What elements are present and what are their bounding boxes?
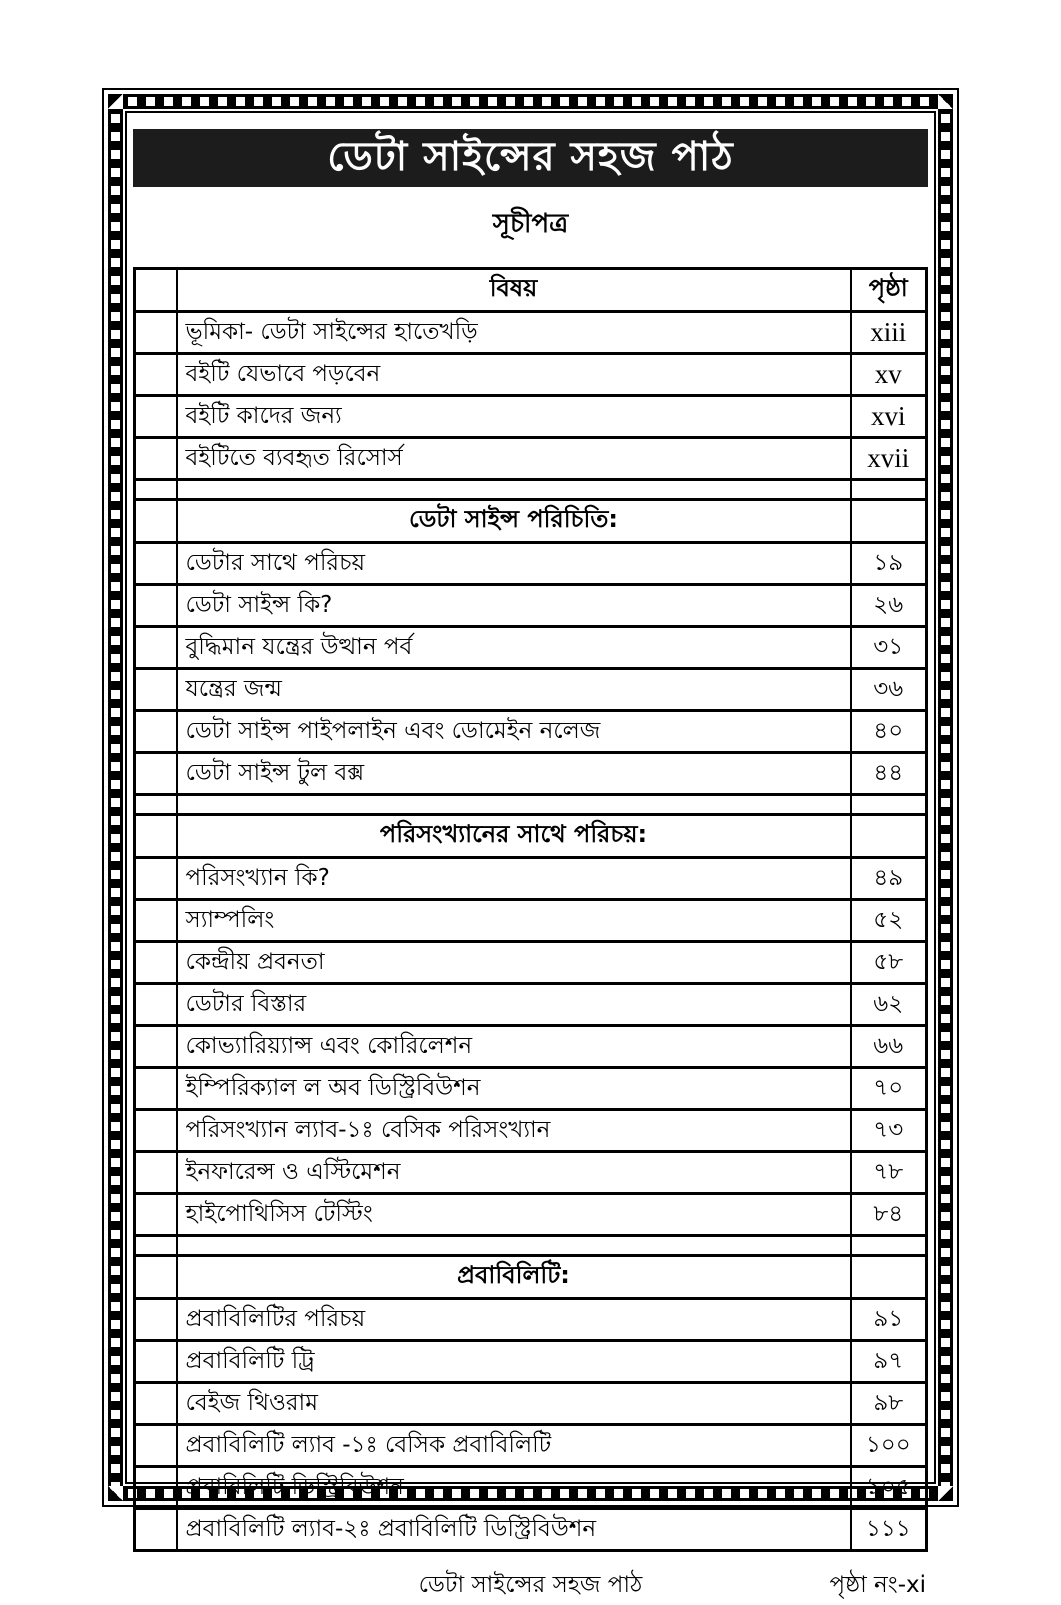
toc-item-page: xvi <box>851 396 927 438</box>
toc-heading: সূচীপত্র <box>492 209 569 239</box>
toc-item-title: ডেটা সাইন্স টুল বক্স <box>177 753 851 795</box>
toc-row-blank <box>135 1236 927 1256</box>
toc-section-title: পরিসংখ্যানের সাথে পরিচয়: <box>177 815 851 858</box>
toc-item-title: ডেটা সাইন্স কি? <box>177 585 851 627</box>
toc-row-item <box>135 1383 927 1425</box>
toc-row-blank <box>135 480 927 500</box>
toc-row-blank <box>135 795 927 815</box>
toc-cell-blank <box>135 858 177 900</box>
toc-cell-blank <box>851 1256 927 1299</box>
toc-item-page: ৭৮ <box>851 1152 927 1194</box>
toc-item-page: ৪০ <box>851 711 927 753</box>
toc-cell-blank <box>135 269 177 312</box>
toc-cell-blank <box>177 1236 851 1256</box>
toc-cell-blank <box>135 1236 177 1256</box>
border-corner-top-left <box>108 94 123 109</box>
toc-item-title: হাইপোথিসিস টেস্টিং <box>177 1194 851 1236</box>
toc-item-page: ৪৪ <box>851 753 927 795</box>
toc-cell-blank <box>177 480 851 500</box>
toc-cell-blank <box>135 900 177 942</box>
toc-item-page: ৮৪ <box>851 1194 927 1236</box>
toc-item-title: ইনফারেন্স ও এস্টিমেশন <box>177 1152 851 1194</box>
checker-border-left <box>108 94 123 1501</box>
toc-row-item <box>135 711 927 753</box>
toc-item-title: কোভ্যারিয়্যান্স এবং কোরিলেশন <box>177 1026 851 1068</box>
toc-item-page: ৬২ <box>851 984 927 1026</box>
toc-item-page: ৫৮ <box>851 942 927 984</box>
toc-cell-blank <box>135 543 177 585</box>
toc-cell-blank <box>135 753 177 795</box>
toc-row-item <box>135 627 927 669</box>
toc-item-title: পরিসংখ্যান কি? <box>177 858 851 900</box>
toc-cell-blank <box>135 500 177 543</box>
toc-cell-blank <box>135 815 177 858</box>
border-corner-bottom-right <box>938 1486 953 1501</box>
toc-item-title: বেইজ থিওরাম <box>177 1383 851 1425</box>
toc-cell-blank <box>135 1425 177 1467</box>
toc-item-title: প্রবাবিলিটি ট্রি <box>177 1341 851 1383</box>
toc-item-page: xv <box>851 354 927 396</box>
toc-row-item <box>135 669 927 711</box>
toc-row-item <box>135 1152 927 1194</box>
footer-book-title: ডেটা সাইন্সের সহজ পাঠ <box>418 1572 643 1598</box>
decorative-border-frame <box>102 88 959 1598</box>
toc-cell-blank <box>135 480 177 500</box>
toc-item-title: প্রবাবিলিটি ল্যাব -১ঃ বেসিক প্রবাবিলিটি <box>177 1425 851 1467</box>
toc-section-title: প্রবাবিলিটি: <box>177 1256 851 1299</box>
toc-cell-blank <box>851 1236 927 1256</box>
toc-cell-blank <box>851 815 927 858</box>
toc-item-page: ৬৬ <box>851 1026 927 1068</box>
toc-cell-blank <box>135 1194 177 1236</box>
book-title: ডেটা সাইন্সের সহজ পাঠ <box>327 133 734 180</box>
toc-row-section <box>135 500 927 543</box>
toc-item-title: কেন্দ্রীয় প্রবনতা <box>177 942 851 984</box>
toc-item-title: ইম্পিরিক্যাল ল অব ডিস্ট্রিবিউশন <box>177 1068 851 1110</box>
toc-row-item <box>135 1467 927 1509</box>
toc-row-header <box>135 269 927 312</box>
toc-item-page: ১১১ <box>851 1509 927 1551</box>
toc-item-page: ৩১ <box>851 627 927 669</box>
toc-item-title: পরিসংখ্যান ল্যাব-১ঃ বেসিক পরিসংখ্যান <box>177 1110 851 1152</box>
toc-item-title: ডেটার সাথে পরিচয় <box>177 543 851 585</box>
toc-row-item <box>135 396 927 438</box>
toc-column-header-page: পৃষ্ঠা <box>851 269 927 312</box>
toc-row-item <box>135 1110 927 1152</box>
toc-item-title: প্রবাবিলিটি ডিস্ট্রিবিউশন <box>177 1467 851 1509</box>
toc-cell-blank <box>135 1509 177 1551</box>
toc-item-page: ৯৭ <box>851 1341 927 1383</box>
toc-cell-blank <box>135 312 177 354</box>
toc-item-title: ভূমিকা- ডেটা সাইন্সের হাতেখড়ি <box>177 312 851 354</box>
toc-cell-blank <box>135 1110 177 1152</box>
toc-row-item <box>135 1299 927 1341</box>
toc-item-title: ডেটার বিস্তার <box>177 984 851 1026</box>
toc-row-item <box>135 1194 927 1236</box>
toc-item-title: ডেটা সাইন্স পাইপলাইন এবং ডোমেইন নলেজ <box>177 711 851 753</box>
toc-row-item <box>135 1026 927 1068</box>
toc-item-title: বইটিতে ব্যবহৃত রিসোর্স <box>177 438 851 480</box>
toc-cell-blank <box>851 795 927 815</box>
toc-cell-blank <box>135 1383 177 1425</box>
toc-item-title: যন্ত্রের জন্ম <box>177 669 851 711</box>
toc-cell-blank <box>135 1299 177 1341</box>
toc-cell-blank <box>135 1256 177 1299</box>
toc-item-title: বইটি যেভাবে পড়বেন <box>177 354 851 396</box>
toc-item-page: ১০৫ <box>851 1467 927 1509</box>
toc-cell-blank <box>177 795 851 815</box>
toc-item-page: ১৯ <box>851 543 927 585</box>
toc-cell-blank <box>135 942 177 984</box>
toc-row-item <box>135 942 927 984</box>
toc-item-page: ১০০ <box>851 1425 927 1467</box>
toc-row-item <box>135 1341 927 1383</box>
toc-cell-blank <box>135 984 177 1026</box>
page-content <box>125 111 936 1598</box>
toc-item-page: ৯৮ <box>851 1383 927 1425</box>
page-footer <box>133 1566 928 1600</box>
toc-row-item <box>135 312 927 354</box>
toc-item-page: ৭০ <box>851 1068 927 1110</box>
border-corner-bottom-left <box>108 1486 123 1501</box>
book-title-banner <box>133 129 928 187</box>
toc-cell-blank <box>135 1467 177 1509</box>
toc-row-item <box>135 900 927 942</box>
toc-cell-blank <box>135 1026 177 1068</box>
toc-row-section <box>135 815 927 858</box>
toc-item-page: xiii <box>851 312 927 354</box>
toc-item-title: প্রবাবিলিটির পরিচয় <box>177 1299 851 1341</box>
toc-item-page: xvii <box>851 438 927 480</box>
toc-cell-blank <box>135 669 177 711</box>
toc-cell-blank <box>851 480 927 500</box>
toc-row-item <box>135 1068 927 1110</box>
toc-item-page: ৫২ <box>851 900 927 942</box>
toc-cell-blank <box>135 1341 177 1383</box>
toc-row-item <box>135 354 927 396</box>
toc-cell-blank <box>851 500 927 543</box>
toc-column-header-subject: বিষয় <box>177 269 851 312</box>
toc-item-title: স্যাম্পলিং <box>177 900 851 942</box>
toc-cell-blank <box>135 438 177 480</box>
toc-row-section <box>135 1256 927 1299</box>
toc-item-title: প্রবাবিলিটি ল্যাব-২ঃ প্রবাবিলিটি ডিস্ট্রিবিউশন <box>177 1509 851 1551</box>
toc-row-item <box>135 984 927 1026</box>
toc-cell-blank <box>135 1068 177 1110</box>
toc-body <box>135 269 927 1551</box>
toc-cell-blank <box>135 354 177 396</box>
toc-item-title: বইটি কাদের জন্য <box>177 396 851 438</box>
toc-row-item <box>135 585 927 627</box>
toc-row-item <box>135 438 927 480</box>
toc-row-item <box>135 858 927 900</box>
toc-row-item <box>135 1425 927 1467</box>
toc-cell-blank <box>135 627 177 669</box>
toc-section-title: ডেটা সাইন্স পরিচিতি: <box>177 500 851 543</box>
border-corner-top-right <box>938 94 953 109</box>
toc-row-item <box>135 753 927 795</box>
toc-cell-blank <box>135 585 177 627</box>
toc-cell-blank <box>135 795 177 815</box>
checker-border-top <box>108 94 953 109</box>
toc-table <box>133 267 928 1552</box>
toc-row-item <box>135 1509 927 1551</box>
toc-cell-blank <box>135 396 177 438</box>
footer-page-number: পৃষ্ঠা নং-xi <box>829 1572 926 1598</box>
toc-item-page: ৪৯ <box>851 858 927 900</box>
checker-border-right <box>938 94 953 1501</box>
toc-cell-blank <box>135 1152 177 1194</box>
toc-item-page: ২৬ <box>851 585 927 627</box>
toc-cell-blank <box>135 711 177 753</box>
toc-row-item <box>135 543 927 585</box>
toc-item-page: ৩৬ <box>851 669 927 711</box>
toc-item-page: ৯১ <box>851 1299 927 1341</box>
toc-item-page: ৭৩ <box>851 1110 927 1152</box>
toc-item-title: বুদ্ধিমান যন্ত্রের উত্থান পর্ব <box>177 627 851 669</box>
